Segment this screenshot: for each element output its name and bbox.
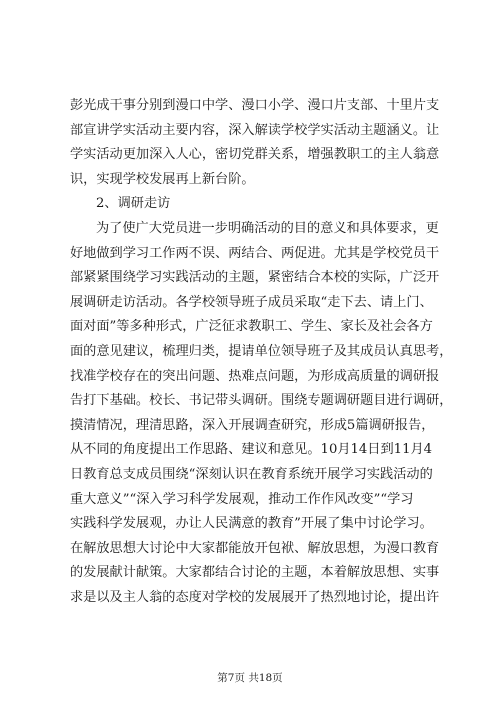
- text-line: 为了使广大党员进一步明确活动的目的意义和具体要求，更: [96, 220, 439, 236]
- text-line: 彭光成干事分别到漫口中学、漫口小学、漫口片支部、十里片支: [70, 98, 440, 113]
- text-line: 日教育总支成员围绕“深刻认识在教育系统开展学习实践活动的: [70, 466, 433, 482]
- text-line: 告打下基础。校长、书记带头调研。围绕专题调研题目进行调研，: [70, 393, 453, 409]
- text-line: 从不同的角度提出工作思路、建议和意见。10月14日到11月4: [70, 442, 433, 458]
- text-line: 识，实现学校发展再上新台阶。: [70, 171, 255, 187]
- text-line: 求是以及主人翁的态度对学校的发展展开了热烈地讨论，提出许: [70, 589, 440, 605]
- text-line: 面对面”等多种形式，广泛征求教职工、学生、家长及社会各方: [70, 319, 433, 335]
- text-line: 在解放思想大讨论中大家都能放开包袱、解放思想，为漫口教育: [70, 540, 440, 556]
- body-text: [70, 94, 453, 610]
- text-line: 实践科学发展观，办让人民满意的教育”开展了集中讨论学习。: [70, 516, 433, 532]
- text-line: 部宣讲学实活动主要内容，深入解读学校学实活动主题涵义。让: [70, 122, 440, 138]
- text-line: 的发展献计献策。大家都结合讨论的主题，本着解放思想、实事: [70, 565, 440, 581]
- text-line: 重大意义”“深入学习科学发展观，推动工作作风改变”“学习: [70, 491, 414, 507]
- text-line: 摸清情况，理清思路，深入开展调查研究，形成5篇调研报告，: [70, 417, 435, 433]
- text-line: 学实活动更加深入人心，密切党群关系，增强教职工的主人翁意: [70, 147, 440, 163]
- text-line: 好地做到学习工作两不误、两结合、两促进。尤其是学校党员干: [70, 245, 440, 261]
- text-line: 找准学校存在的突出问题、热难点问题，为形成高质量的调研报: [70, 368, 440, 384]
- page-number-footer: 第7页 共18页: [217, 672, 283, 684]
- text-line: 部紧紧围绕学习实践活动的主题，紧密结合本校的实际，广泛开: [70, 270, 440, 286]
- text-line: 面的意见建议，梳理归类，提请单位领导班子及其成员认真思考，: [70, 343, 453, 359]
- text-line: 展调研走访活动。各学校领导班子成员采取“走下去、请上门、: [70, 294, 433, 310]
- text-line: 2、调研走访: [96, 196, 171, 212]
